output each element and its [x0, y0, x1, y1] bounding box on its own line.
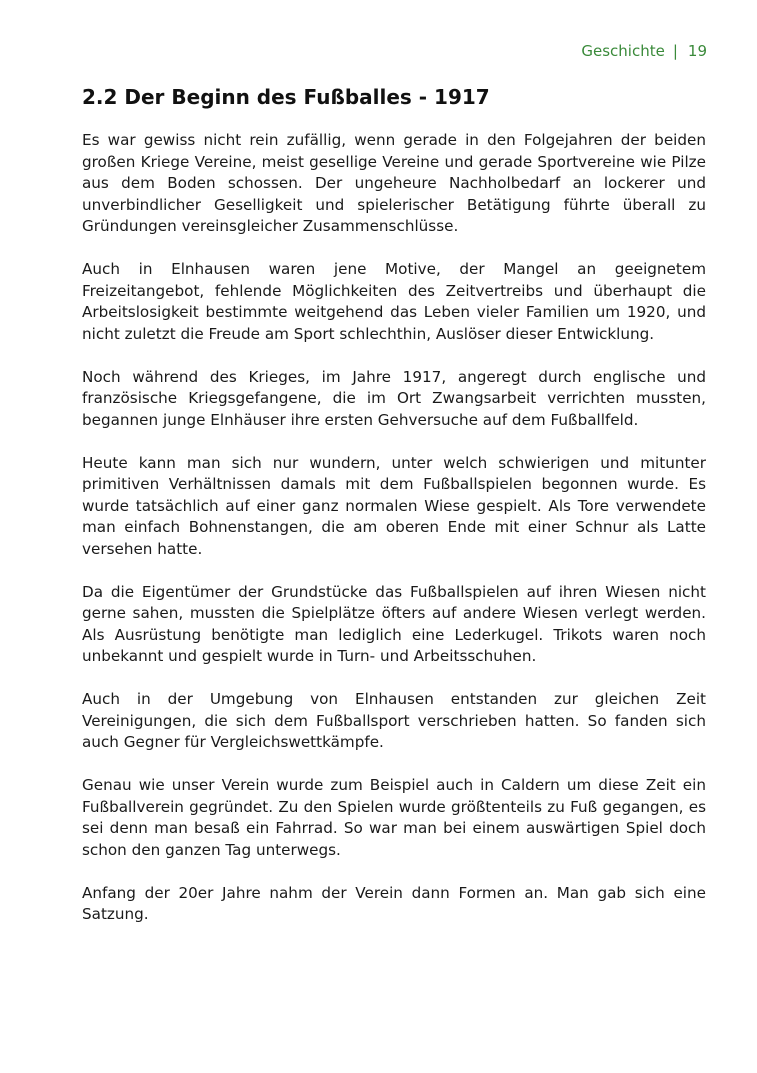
header-separator: |: [672, 42, 678, 60]
paragraph: Es war gewiss nicht rein zufällig, wenn gerade in den Folgejahren der beiden großen Kriege Vereine, meist gesellige Vereine und gerade Sportvereine wie Pilze aus dem Boden schossen. Der ungeheure Nachholbedarf an lockerer und unverbindlicher Geselligkeit und spielerischer Betätigung führte überall zu Gründungen vereinsgleicher Zusammenschlüsse.: [82, 131, 706, 235]
paragraph: Da die Eigentümer der Grundstücke das Fußballspielen auf ihren Wiesen nicht gerne sahen, mussten die Spielplätze öfters auf andere Wiesen verlegt werden. Als Ausrüstung benötigte man lediglich eine Lederkugel. Trikots waren noch unbekannt und gespielt wurde in Turn- und Arbeitsschuhen.: [82, 582, 706, 665]
body-text: [82, 130, 706, 947]
page-number: 19: [687, 42, 707, 60]
running-header: [581, 41, 707, 61]
section-name: Geschichte: [581, 42, 665, 60]
paragraph: Genau wie unser Verein wurde zum Beispiel auch in Caldern um diese Zeit ein Fußballverein gegründet. Zu den Spielen wurde größtenteils zu Fuß gegangen, es sei denn man besaß ein Fahrrad. So war man bei einem auswärtigen Spiel doch schon den ganzen Tag unterwegs.: [82, 776, 706, 859]
paragraph: Anfang der 20er Jahre nahm der Verein dann Formen an. Man gab sich eine Satzung.: [82, 883, 706, 923]
paragraph: Auch in der Umgebung von Elnhausen entstanden zur gleichen Zeit Vereinigungen, die sich dem Fußballsport verschrieben hatten. So fanden sich auch Gegner für Vergleichswettkämpfe.: [82, 690, 706, 751]
section-heading: 2.2 Der Beginn des Fußballes - 1917: [82, 85, 490, 109]
paragraph: Noch während des Krieges, im Jahre 1917, angeregt durch englische und französische Kriegsgefangene, die im Ort Zwangsarbeit verrichten mussten, begannen junge Elnhäuser ihre ersten Gehversuche auf dem Fußballfeld.: [82, 367, 706, 429]
paragraph: Heute kann man sich nur wundern, unter welch schwierigen und mitunter primitiven Verhältnissen damals mit dem Fußballspielen begonnen wurde. Es wurde tatsächlich auf einer ganz normalen Wiese gespielt. Als Tore verwendete man einfach Bohnenstangen, die am oberen Ende mit einer Schnur als Latte versehen hatte.: [82, 453, 706, 558]
paragraph: Auch in Elnhausen waren jene Motive, der Mangel an geeignetem Freizeitangebot, fehlende Möglichkeiten des Zeitvertreibs und überhaupt die Arbeitslosigkeit bestimmte weitgehend das Leben vieler Familien um 1920, und nicht zuletzt die Freude am Sport schlechthin, Auslöser dieser Entwicklung.: [82, 260, 706, 343]
